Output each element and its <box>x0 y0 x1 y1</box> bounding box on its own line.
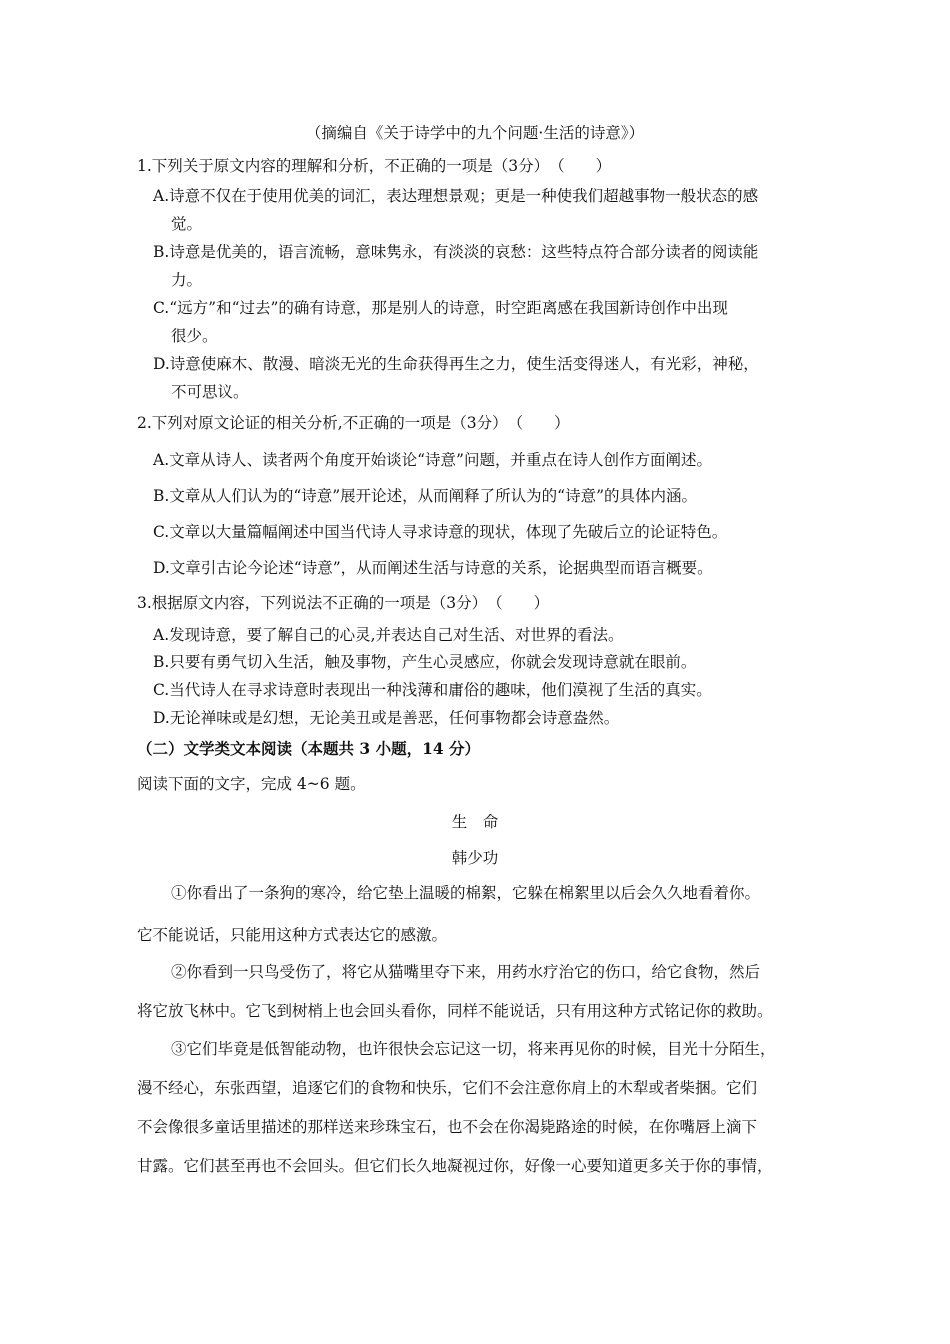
essay-line: 它不能说话，只能用这种方式表达它的感激。 <box>137 926 448 944</box>
question-2-option-b: B.文章从人们认为的“诗意”展开论述，从而阐释了所认为的“诗意”的具体内涵。 <box>153 487 698 505</box>
section-heading: （二）文学类文本阅读（本题共 3 小题，14 分） <box>137 739 481 758</box>
question-1-option-d: D.诗意使麻木、散漫、暗淡无光的生命获得再生之力，使生活变得迷人，有光彩，神秘， <box>153 355 759 373</box>
essay-line: ③它们毕竟是低智能动物，也许很快会忘记这一切，将来再见你的时候，目光十分陌生， <box>171 1040 776 1058</box>
essay-line: 不会像很多童话里描述的那样送来珍珠宝石，也不会在你渴毙路途的时候，在你嘴唇上滴下 <box>137 1118 758 1136</box>
question-1-option-d-cont: 不可思议。 <box>171 383 249 401</box>
source-citation: （摘编自《关于诗学中的九个问题·生活的诗意》） <box>305 124 645 142</box>
reading-instruction: 阅读下面的文字，完成 4~6 题。 <box>137 775 366 793</box>
question-1-option-c: C.“远方”和“过去”的确有诗意，那是别人的诗意，时空距离感在我国新诗创作中出现 <box>153 299 728 317</box>
question-3-option-a: A.发现诗意，要了解自己的心灵,并表达自己对生活、对世界的看法。 <box>153 626 624 644</box>
question-2-option-a: A.文章从诗人、读者两个角度开始谈论“诗意”问题，并重点在诗人创作方面阐述。 <box>153 451 712 469</box>
question-1-option-b: B.诗意是优美的，语言流畅，意味隽永，有淡淡的哀愁：这些特点符合部分读者的阅读能 <box>153 243 759 261</box>
essay-author: 韩少功 <box>451 849 499 867</box>
question-1-stem: 1.下列关于原文内容的理解和分析，不正确的一项是（3分） （ ） <box>137 157 612 175</box>
essay-title: 生 命 <box>451 813 499 831</box>
essay-line: ②你看到一只鸟受伤了，将它从猫嘴里夺下来，用药水疗治它的伤口，给它食物，然后 <box>171 963 761 981</box>
question-2-stem: 2.下列对原文论证的相关分析,不正确的一项是（3分） （ ） <box>137 414 570 432</box>
question-1-option-b-cont: 力。 <box>171 271 203 289</box>
question-1-option-a-cont: 觉。 <box>171 215 203 233</box>
question-3-option-c: C.当代诗人在寻求诗意时表现出一种浅薄和庸俗的趣味，他们漠视了生活的真实。 <box>153 681 712 699</box>
question-1-option-c-cont: 很少。 <box>171 327 218 345</box>
question-3-option-b: B.只要有勇气切入生活，触及事物，产生心灵感应，你就会发现诗意就在眼前。 <box>153 653 697 671</box>
essay-line: 甘露。它们甚至再也不会回头。但它们长久地凝视过你，好像一心要知道更多关于你的事情， <box>137 1157 773 1175</box>
question-2-option-d: D.文章引古论今论述“诗意”，从而阐述生活与诗意的关系，论据典型而语言概要。 <box>153 559 713 577</box>
essay-line: ①你看出了一条狗的寒冷，给它垫上温暖的棉絮，它躲在棉絮里以后会久久地看着你。 <box>171 884 761 902</box>
question-2-option-c: C.文章以大量篇幅阐述中国当代诗人寻求诗意的现状，体现了先破后立的论证特色。 <box>153 523 728 541</box>
essay-line: 漫不经心，东张西望，追逐它们的食物和快乐，它们不会注意你肩上的木犁或者柴捆。它们 <box>137 1079 758 1097</box>
question-3-stem: 3.根据原文内容，下列说法不正确的一项是（3分） （ ） <box>137 594 550 612</box>
question-3-option-d: D.无论禅味或是幻想，无论美丑或是善恶，任何事物都会诗意盎然。 <box>153 709 620 727</box>
question-1-option-a: A.诗意不仅在于使用优美的词汇，表达理想景观；更是一种使我们超越事物一般状态的感 <box>153 187 759 205</box>
essay-line: 将它放飞林中。它飞到树梢上也会回头看你，同样不能说话，只有用这种方式铭记你的救助。 <box>137 1002 773 1020</box>
